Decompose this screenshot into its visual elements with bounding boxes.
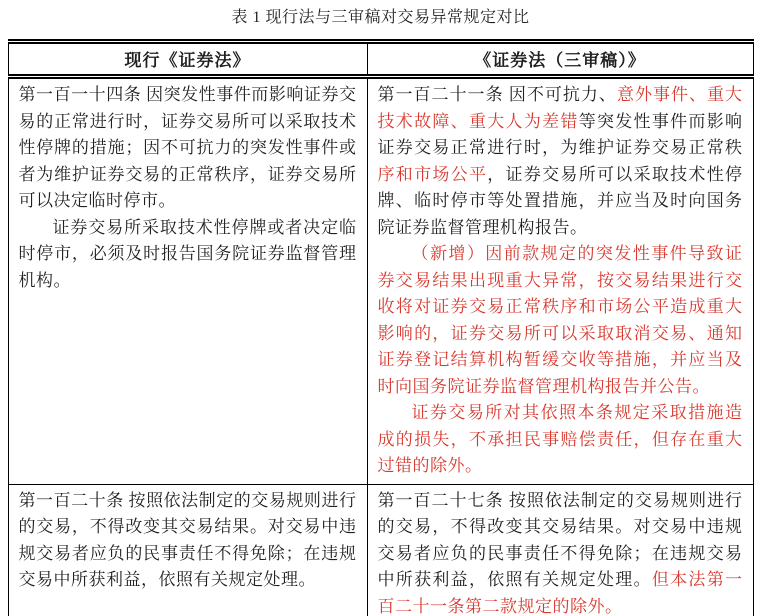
- header-row: [8, 42, 753, 77]
- text-run: 第一百二十七条 按照依法制定的交易规则进行的交易，不得改变其交易结果。对交易中违规交易者应负的民事责任不得免除；在违规交易中所获利益，依照有关规定处理。: [377, 490, 743, 589]
- amended-text-run: 序和市场公平: [377, 164, 488, 184]
- amended-text-run: 意外事件、重大技术故障、重大人为差错: [377, 85, 743, 131]
- amended-text-run: 但本法第一百二十一条第二款规定的除外。: [377, 570, 743, 616]
- text-run: ，证券交易所可以采取技术性停牌、临时停市等处置措施，并应当及时向国务院证券监督管理机构报告。: [377, 164, 743, 237]
- text-run: 等突发性事件而影响证券交易正常进行时，为维护证券交易正常秩: [377, 111, 743, 157]
- table-row-1: [8, 77, 753, 485]
- paragraph: [378, 488, 743, 616]
- paragraph: [19, 215, 357, 295]
- cell-draft-law-row-1: [367, 77, 753, 485]
- header-current-law: 现行《证券法》: [8, 42, 367, 77]
- text-run: 第一百二十条 按照依法制定的交易规则进行的交易，不得改变其交易结果。对交易中违规交易者应负的民事责任不得免除；在违规交易中所获利益，依照有关规定处理。: [18, 490, 357, 589]
- text-run: 第一百二十一条 因不可抗力、: [377, 85, 617, 104]
- comparison-table: [8, 39, 754, 616]
- cell-current-law-row-1: [8, 77, 367, 485]
- header-draft-law: 《证券法（三审稿）》: [367, 42, 753, 77]
- paragraph: [378, 82, 743, 241]
- cell-draft-law-row-2: [367, 484, 753, 616]
- paragraph: [378, 400, 743, 480]
- cell-current-law-row-2: [8, 484, 367, 616]
- paragraph: [378, 241, 743, 400]
- paragraph: [19, 82, 357, 215]
- table-caption: 表 1 现行法与三审稿对交易异常规定对比: [231, 9, 530, 26]
- amended-text-run: 证券交易所对其依照本条规定采取措施造成的损失，不承担民事赔偿责任，但存在重大过错的除外。: [377, 403, 743, 475]
- text-run: 第一百一十四条 因突发性事件而影响证券交易的正常进行时，证券交易所可以采取技术性停牌的措施；因不可抗力的突发性事件或者为维护证券交易的正常秩序，证券交易所可以决定临时停市。: [18, 85, 357, 210]
- text-run: 证券交易所采取技术性停牌或者决定临时停市，必须及时报告国务院证券监督管理机构。: [18, 217, 357, 290]
- paragraph: [19, 488, 357, 594]
- amended-text-run: （新增）因前款规定的突发性事件导致证券交易结果出现重大异常，按交易结果进行交收将对证券交易正常秩序和市场公平造成重大影响的，证券交易所可以采取取消交易、通知证券登记结算机构暂缓交收等措施，并应当及时向国务院证券监督管理机构报告并公告。: [377, 244, 743, 396]
- table-row-2: [8, 484, 753, 616]
